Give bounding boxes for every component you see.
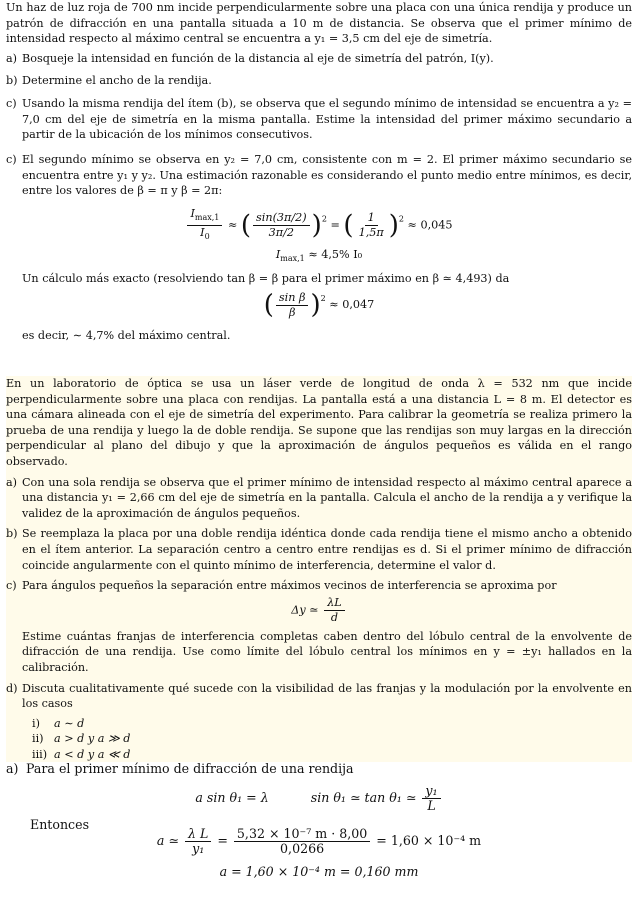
- solution-1-equation-percent: $I_{max,1} \approx 4,5\%$ I₀: [275, 247, 363, 263]
- solution-1-conclusion: es decir, ∼ 4,7% del máximo central.: [22, 329, 231, 343]
- problem-1: [6, 0, 632, 143]
- problem-1-item-a: a) Bosqueje la intensidad en función de la distancia al eje de simetría del patrón, I(y).: [6, 51, 494, 65]
- case-ii: ii) a > d y a ≫ d: [32, 732, 131, 746]
- solution-2-equation-a: Entonces a ≃ $\frac{\text{λ L}}{\text{y₁}}$ = $\frac{\text{5,32 × 10⁻⁷ m · 8,00}}{0,0266}$ = 1,60 × 10⁻⁴ m: [30, 817, 482, 856]
- case-i: i) a ∼ d: [32, 716, 85, 730]
- solution-2-result: a = 1,60 × 10⁻⁴ m = 0,160 mm: [219, 864, 419, 879]
- solution-2-heading: a) Para el primer mínimo de difracción de una rendija: [6, 761, 354, 776]
- problem-2-item-b: b) Se reemplaza la placa por una doble rendija idéntica donde cada rendija tiene el mismo ancho a obtenido en el ítem anterior. La separación centro a centro entre rendijas es d. Si el primer mínimo de difracción coincide angularmente con el quinto mínimo de interferencia, determine el valor d.: [6, 527, 632, 572]
- case-iii: iii) a < d y a ≪ d: [32, 747, 131, 761]
- problem-1-item-c: c) Usando la misma rendija del ítem (b), se observa que el segundo mínimo de intensidad se encuentra a y₂ = 7,0 cm del eje de simetría en la misma pantalla. Estime la intensidad del primer máximo secundario a partir de la ubicación de los mínimos consecutivos.: [6, 96, 632, 142]
- problem-1-intro: Un haz de luz roja de 700 nm incide perpendicularmente sobre una placa con una única rendija y produce un patrón de difracción en una pantalla situada a 10 m de distancia. Se observa que el primer mínimo de intensidad respecto al máximo central se encuentra a y₁ = 3,5 cm del eje de simetría.: [6, 1, 632, 46]
- problem-2: [6, 376, 632, 762]
- problem-2-delta-y-equation: Δy ≃ $\frac{\lambda L}{d}$: [6, 596, 632, 625]
- solution-2-equation-sin: a sin θ₁ = λ sin θ₁ ≃ tan θ₁ ≃ $\frac{\text{y₁}}{L}$: [6, 784, 632, 813]
- problem-2-item-a: a) Con una sola rendija se observa que el primer mínimo de intensidad respecto al máximo central aparece a una distancia y₁ = 2,66 cm del eje de simetría en la pantalla. Calcula el ancho de la rendija a y verifique la validez de la aproximación de ángulos pequeños.: [6, 475, 632, 520]
- problem-2-item-d: d) Discuta cualitativamente qué sucede con la visibilidad de las franjas y la modulación por la envolvente en los casos: [6, 681, 632, 711]
- solution-1-exact-text: Un cálculo más exacto (resolviendo tan β = β para el primer máximo en β ≃ 4,493) da: [22, 271, 510, 285]
- solution-1-equation-exact: ( $\frac{\text{sin β}}{\beta}$ )$^2$ ≈ 0,047: [263, 290, 375, 321]
- entonces-label: Entonces: [30, 817, 90, 832]
- solution-1: [6, 152, 632, 344]
- problem-2-intro: En un laboratorio de óptica se usa un láser verde de longitud de onda λ = 532 nm que incide perpendicularmente sobre una placa con rendijas. La pantalla está a una distancia L = 8 m. El detector es una cámara alineada con el eje de simetría del experimento. Para calibrar la geometría se realiza primero la prueba de una rendija y luego la de doble rendija. Se supone que las rendijas son muy largas en la dirección perpendicular al plano del dibujo y que la aproximación de ángulos pequeños es válida en el rango observado.: [6, 377, 632, 468]
- solution-2: [6, 760, 632, 879]
- problem-2-cases: [6, 716, 632, 763]
- problem-2-item-c-continued: Estime cuántas franjas de interferencia completas caben dentro del lóbulo central de la envolvente de difracción de una rendija. Use como límite del lóbulo central los mínimos en y = ±y₁ hallados en la calibración.: [22, 629, 632, 674]
- solution-1-text: c) El segundo mínimo se observa en y₂ = 7,0 cm, consistente con m = 2. El primer máximo secundario se encuentra entre y₁ y y₂. Una estimación razonable es considerando el punto medio entre mínimos, es decir, entre los valores de β = π y β = 2π:: [6, 153, 632, 198]
- problem-1-item-b: b) Determine el ancho de la rendija.: [6, 74, 212, 88]
- problem-2-item-c: c) Para ángulos pequeños la separación entre máximos vecinos de interferencia se aproxima por: [6, 579, 557, 593]
- solution-1-equation-ratio: $\frac{I_{max,1}}{I_0}$ ≈ ( $\frac{\sin(3\pi/2)}{3\pi/2}$ )$^2$ = ( $\frac{1}{1,5\pi}$ )$^2$ ≈ 0,045: [6, 207, 632, 244]
